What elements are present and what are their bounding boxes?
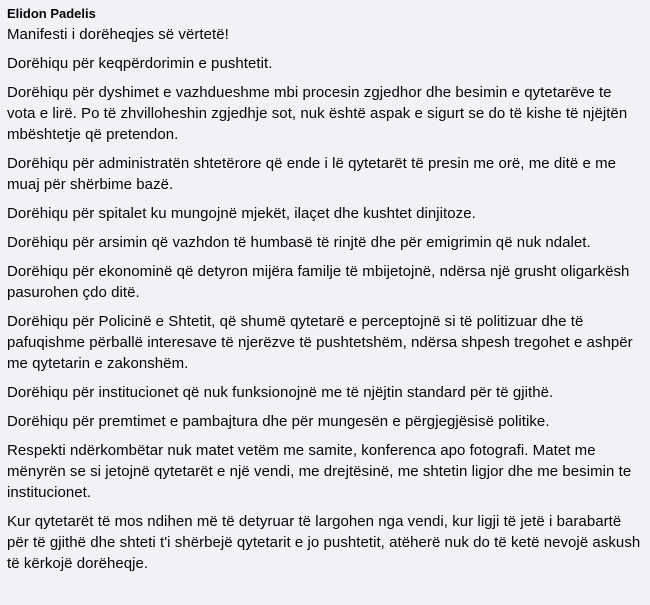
comment-paragraph: Respekti ndërkombëtar nuk matet vetëm me samite, konferenca apo fotografi. Matet me mënyrën se si jetojnë qytetarët e një vendi, me drejtësinë, me shtetin ligjor dhe me besimin te institucionet. [7,442,632,501]
comment-paragraph: Dorëhiqu për administratën shtetërore që ende i lë qytetarët të presin me orë, me ditë e me muaj për shërbime bazë. [7,155,617,193]
comment-author-name[interactable]: Elidon Padelis [7,6,96,21]
comment-paragraph: Dorëhiqu për premtimet e pambajtura dhe për mungesën e përgjegjësisë politike. [7,413,550,430]
comment-paragraph: Dorëhiqu për arsimin që vazhdon të humbasë të rinjtë dhe për emigrimin që nuk ndalet. [7,234,591,251]
comment-paragraph: Dorëhiqu për dyshimet e vazhdueshme mbi procesin zgjedhor dhe besimin e qytetarëve te vota e lirë. Po të zhvilloheshin zgjedhje sot, nuk është aspak e sigurt se do të kishe të njëjtën mbështetje që pretendon. [7,84,628,143]
comment-paragraph: Kur qytetarët të mos ndihen më të detyruar të largohen nga vendi, kur ligji të jetë i barabartë për të gjithë dhe shteti t'i shërbejë qytetarit e jo pushtetit, atëherë nuk do të ketë nevojë askush të kërkojë dorëheqje. [7,513,641,572]
comment-paragraph: Dorëhiqu për Policinë e Shtetit, që shumë qytetarë e perceptojnë si të politizuar dhe të pafuqishme përballë interesave të njerëzve të pushtetshëm, ndërsa shpesh tregohet e ashpër me qytetarin e zakonshëm. [7,313,633,372]
comment-paragraph-headline: Manifesti i dorëheqjes së vërtetë! [7,26,229,43]
comment-paragraph: Dorëhiqu për ekonominë që detyron mijëra familje të mbijetojnë, ndërsa një grusht oligarkësh pasurohen çdo ditë. [7,263,630,301]
comment-paragraph: Dorëhiqu për spitalet ku mungojnë mjekët, ilaçet dhe kushtet dinjitoze. [7,205,476,222]
comment-paragraph: Dorëhiqu për institucionet që nuk funksionojnë me të njëjtin standard për të gjithë. [7,384,554,401]
comment-paragraph: Dorëhiqu për keqpërdorimin e pushtetit. [7,55,273,72]
comment-body [7,24,642,574]
